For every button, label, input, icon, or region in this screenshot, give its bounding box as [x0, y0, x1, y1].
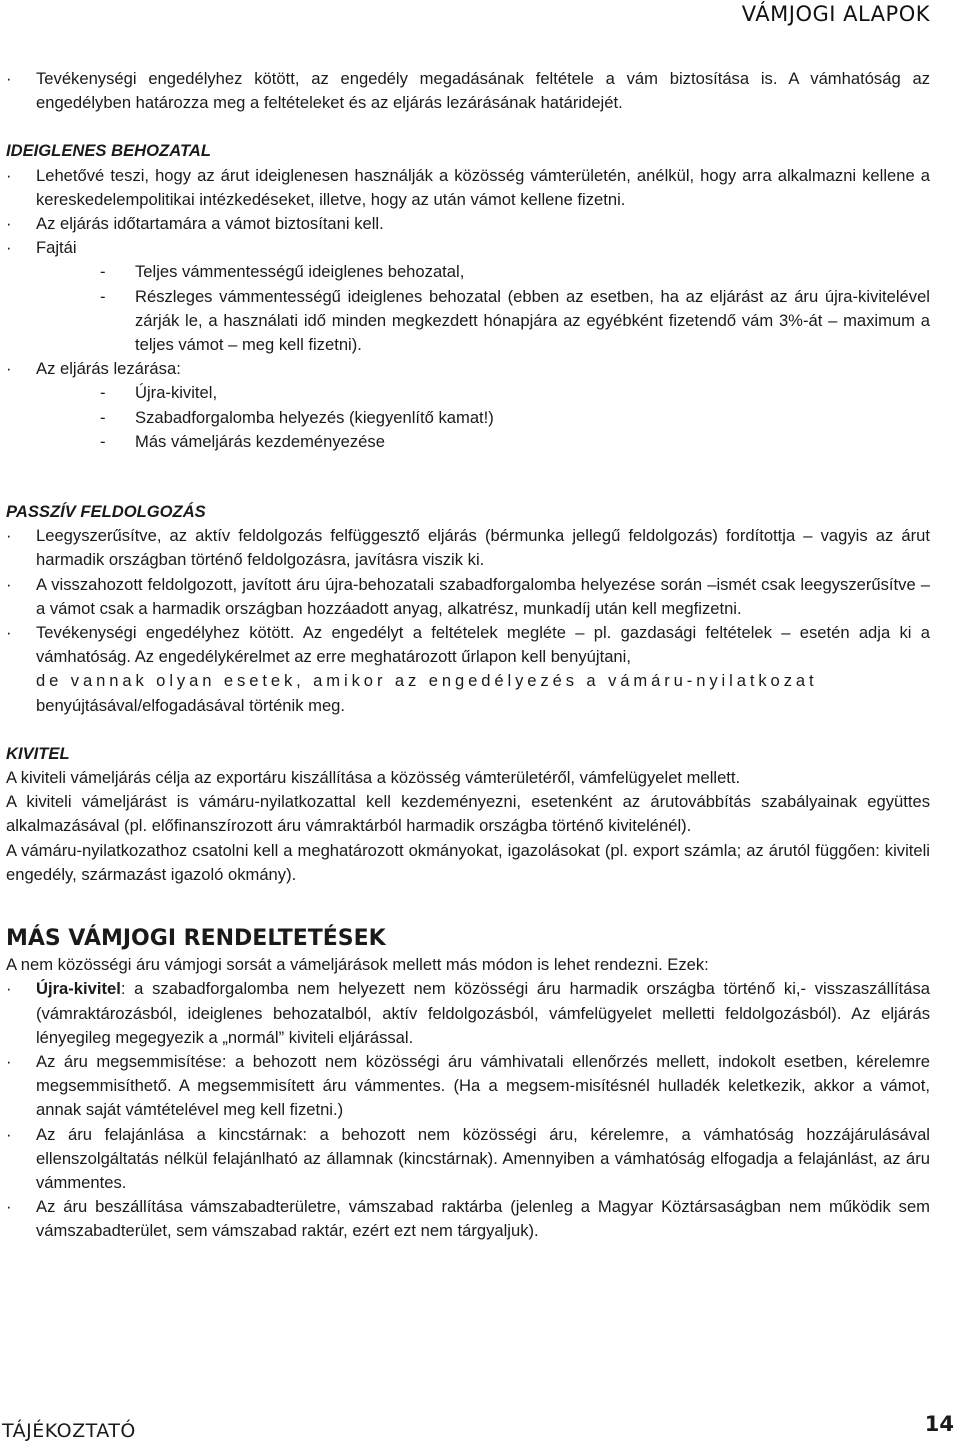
- dash-text: Más vámeljárás kezdeményezése: [135, 431, 385, 451]
- bullet-text: Lehetővé teszi, hogy az árut ideiglenesen használják a közösség vámterületén, anélkül, hogy arra alkalmazni kellene a kereskedelempolitikai intézkedéseket, illetve, hogy az után vámot kellene fizetni.: [36, 165, 930, 209]
- dash-marker: -: [100, 431, 106, 451]
- dash-marker: -: [100, 383, 106, 403]
- section-title-ideiglenes: IDEIGLENES BEHOZATAL: [6, 141, 211, 161]
- bullet-marker: ·: [6, 979, 12, 999]
- dash-text: Szabadforgalomba helyezés (kiegyenlítő kamat!): [135, 407, 494, 427]
- bullet-text: : a szabadforgalomba nem helyezett nem közösségi áru harmadik országba történő ki,- visszaszállítása (vámraktározásból, ideiglenes behozatalból, aktív feldolgozásból, vámfelügyelet melletti feldolgozásból). Az eljárás lényegileg megegyezik a „normál” kiviteli eljárással.: [36, 979, 930, 1047]
- page-number: 14: [924, 1412, 954, 1436]
- lezaras-item-1: [100, 381, 930, 405]
- bullet-text: Tevékenységi engedélyhez kötött. Az engedélyt a feltételek megléte – pl. gazdasági feltételek – esetén adja ki a vámhatóság. Az engedélykérelmet az erre meghatározott űrlapon kell benyújtani,: [36, 623, 930, 667]
- fajtai-item-1: [100, 260, 930, 284]
- bullet-text-spread: de vannak olyan esetek, amikor az engedélyezés a vámáru-nyilatkozat: [36, 671, 818, 691]
- section-title-kivitel: KIVITEL: [6, 743, 70, 763]
- page-content: [6, 67, 930, 1244]
- footer-label: TÁJÉKOZTATÓ: [2, 1420, 136, 1442]
- section-title-mas: MÁS VÁMJOGI RENDELTETÉSEK: [6, 926, 386, 952]
- bullet-marker: ·: [6, 1124, 12, 1144]
- passziv-bullet-2: [6, 573, 930, 621]
- dash-marker: -: [100, 286, 106, 306]
- mas-bullet-4: [6, 1195, 930, 1243]
- mas-bullet-1: [6, 977, 930, 1050]
- bullet-text: Az áru megsemmisítése: a behozott nem közösségi áru vámhivatali ellenőrzés mellett, indokolt esetben, kérelemre megsemmisíthető. A megsemmisített áru vámmentes. (Ha a megsem-misítésnél hulladék keletkezik, akkor a vámot, annak saját vámtételével meg kell fizetni.): [36, 1051, 930, 1120]
- ideiglenes-bullet-4: [6, 357, 930, 381]
- bullet-text: Az áru beszállítása vámszabadterületre, vámszabad raktárba (jelenleg a Magyar Köztársaságban nem működik sem vámszabadterület, sem vámszabad raktár, ezért ezt nem tárgyaljuk).: [36, 1197, 930, 1241]
- bullet-text: Leegyszerűsítve, az aktív feldolgozás felfüggesztő eljárás (bérmunka jellegű feldolgozás) fordítottja – vagyis az árut harmadik országban történő feldolgozásra, javításra viszik ki.: [36, 526, 930, 570]
- ideiglenes-bullet-2: [6, 212, 930, 236]
- bullet-marker: ·: [6, 1051, 12, 1071]
- bullet-marker: ·: [6, 359, 12, 379]
- dash-text: Részleges vámmentességű ideiglenes behozatal (ebben az esetben, ha az eljárást az áru újra-kivitelével zárják le, a használati idő minden megkezdett hónapjára az egyébként fizetendő vám 3%-át – maximum a teljes vámot – meg kell fizetni).: [135, 286, 930, 355]
- dash-marker: -: [100, 407, 106, 427]
- ideiglenes-bullet-1: [6, 164, 930, 212]
- bullet-marker: ·: [6, 574, 12, 594]
- passziv-bullet-3: [6, 621, 930, 718]
- dash-text: Újra-kivitel,: [135, 383, 218, 403]
- mas-bullet-2: [6, 1050, 930, 1123]
- bullet-label: Újra-kivitel: [36, 979, 121, 999]
- bullet-text: benyújtásával/elfogadásával történik meg.: [36, 695, 346, 715]
- mas-paragraph-1: A nem közösségi áru vámjogi sorsát a vámeljárások mellett más módon is lehet rendezni. Ezek:: [6, 955, 709, 975]
- bullet-text: Fajtái: [36, 238, 77, 258]
- page-header: VÁMJOGI ALAPOK: [741, 2, 930, 26]
- bullet-marker: ·: [6, 1197, 12, 1217]
- bullet-text: A visszahozott feldolgozott, javított áru újra-behozatali szabadforgalomba helyezése során –ismét csak leegyszerűsítve – a vámot csak a harmadik országban hozzáadott anyag, alkatrész, munkadíj után kell megfizetni.: [36, 574, 930, 618]
- lezaras-item-3: [100, 430, 930, 454]
- bullet-text: Az áru felajánlása a kincstárnak: a behozott nem közösségi áru, kérelemre, a vámhatóság hozzájárulásával ellenszolgáltatás nélkül felajánlható az államnak (kincstárnak). Amennyiben a vámhatóság elfogadja a felajánlást, az áru vámmentes.: [36, 1124, 930, 1192]
- bullet-text: Az eljárás lezárása:: [36, 359, 181, 379]
- bullet-marker: ·: [6, 165, 12, 185]
- bullet-marker: ·: [6, 623, 12, 643]
- fajtai-item-2: [100, 285, 930, 358]
- bullet-marker: ·: [6, 69, 12, 88]
- kivitel-paragraph-3: A vámáru-nyilatkozathoz csatolni kell a meghatározott okmányokat, igazolásokat (pl. export számla; az árutól függően: kiviteli engedély, származást igazoló okmány).: [6, 840, 930, 884]
- section-title-passziv: PASSZÍV FELDOLGOZÁS: [6, 502, 206, 522]
- lezaras-item-2: [100, 406, 930, 430]
- bullet-text: Az eljárás időtartamára a vámot biztosítani kell.: [36, 214, 384, 234]
- ideiglenes-bullet-3: [6, 236, 930, 260]
- kivitel-paragraph-2: A kiviteli vámeljárást is vámáru-nyilatkozattal kell kezdeményezni, esetenként az árutovábbítás szabályainak együttes alkalmazásával (pl. előfinanszírozott áru vámraktárból harmadik országba történő kivitelénél).: [6, 792, 930, 836]
- bullet-marker: ·: [6, 238, 12, 258]
- bullet-marker: ·: [6, 526, 12, 546]
- kivitel-paragraph-1: A kiviteli vámeljárás célja az exportáru kiszállítása a közösség vámterületéről, vámfelügyelet mellett.: [6, 768, 741, 788]
- dash-marker: -: [100, 262, 106, 282]
- passziv-bullet-1: [6, 524, 930, 572]
- dash-text: Teljes vámmentességű ideiglenes behozatal,: [135, 262, 465, 282]
- bullet-marker: ·: [6, 214, 12, 234]
- mas-bullet-3: [6, 1123, 930, 1196]
- bullet-text: Tevékenységi engedélyhez kötött, az engedély megadásának feltétele a vám biztosítása is. A vámhatóság az engedélyben határozza meg a feltételeket és az eljárás lezárásának határidejét.: [36, 69, 930, 113]
- intro-bullet: [6, 67, 930, 115]
